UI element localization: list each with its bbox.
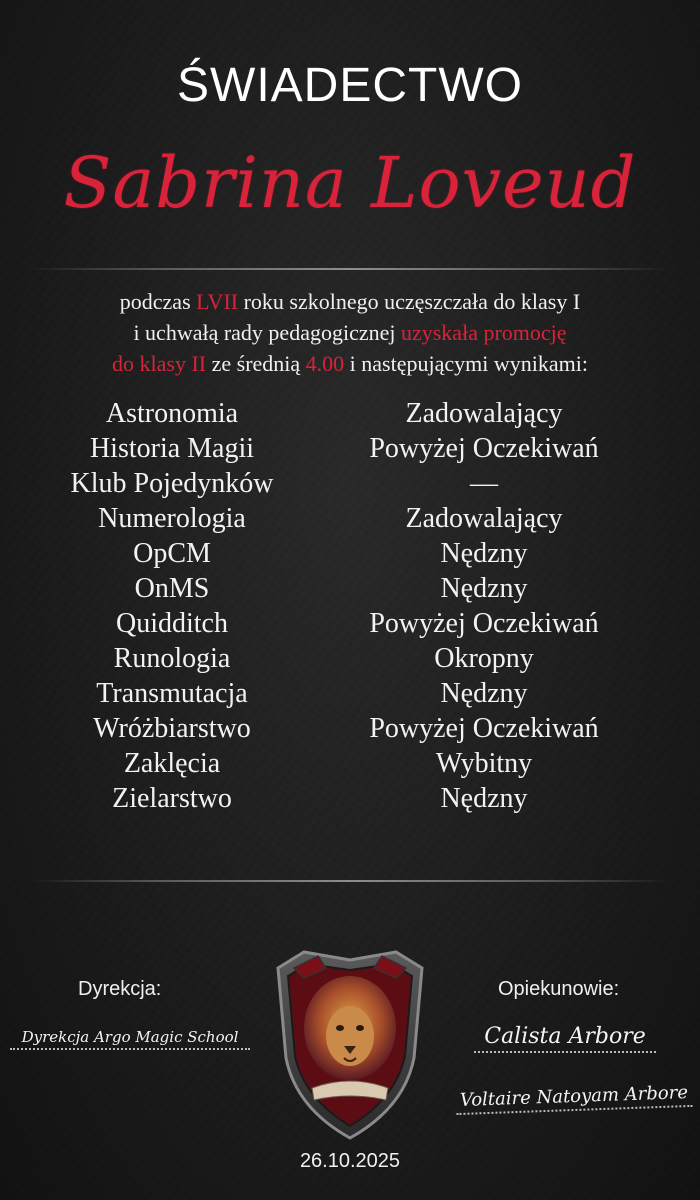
- grade-average: 4.00: [305, 351, 345, 376]
- guardians-label: Opiekunowie:: [498, 978, 620, 1000]
- guardian-signature-2: Voltaire Natoyam Arbore: [456, 1082, 693, 1115]
- intro-text-part: i uchwałą rady pedagogicznej: [133, 320, 401, 345]
- subject-name: Runologia: [113, 643, 231, 674]
- intro-text-part: roku szkolnego uczęszczała do klasy I: [238, 289, 581, 314]
- intro-text-part: i następującymi wynikami:: [344, 351, 588, 376]
- subject-name: Astronomia: [105, 398, 239, 429]
- directorate-label: Dyrekcja:: [78, 978, 162, 1000]
- subject-name: Zaklęcia: [123, 748, 221, 779]
- grade-value: Zadowalający: [405, 503, 563, 534]
- subject-name: Numerologia: [98, 503, 246, 534]
- grade-value: Nędzny: [440, 538, 528, 569]
- grade-value: Okropny: [434, 643, 534, 674]
- intro-text: [20, 286, 680, 379]
- subject-name: Wróżbiarstwo: [93, 713, 251, 744]
- subject-name: Transmutacja: [96, 678, 248, 709]
- school-year: LVII: [196, 289, 239, 314]
- subject-name: OpCM: [133, 538, 211, 569]
- subject-name: OnMS: [134, 573, 210, 604]
- grade-value: Powyżej Oczekiwań: [369, 608, 599, 639]
- guardian-signature-1: Calista Arbore: [474, 1024, 656, 1053]
- subjects-column: [22, 396, 322, 816]
- next-class: do klasy II: [112, 351, 207, 376]
- subject-name: Historia Magii: [89, 433, 255, 464]
- directorate-signature: Dyrekcja Argo Magic School: [10, 1028, 250, 1050]
- intro-line-3: [20, 348, 680, 379]
- promotion-text: uzyskała promocję: [400, 320, 567, 345]
- subject-name: Zielarstwo: [112, 783, 232, 814]
- grade-value: Powyżej Oczekiwań: [369, 713, 599, 744]
- intro-line-2: [20, 317, 680, 348]
- lion-crest-icon: [264, 938, 436, 1146]
- bottom-divider: [30, 880, 670, 882]
- certificate-title: ŚWIADECTWO: [177, 59, 523, 112]
- grade-value: Nędzny: [440, 783, 528, 814]
- subject-name: Klub Pojedynków: [70, 468, 274, 499]
- grade-value: Wybitny: [435, 748, 533, 779]
- student-name: Sabrina Loveud: [63, 142, 637, 224]
- issue-date: 26.10.2025: [299, 1150, 401, 1172]
- grade-value: Nędzny: [440, 573, 528, 604]
- grade-value: —: [470, 468, 498, 499]
- grade-value: Nędzny: [440, 678, 528, 709]
- grades-column: [334, 396, 634, 816]
- intro-text-part: podczas: [119, 289, 197, 314]
- top-divider: [30, 268, 670, 270]
- grade-value: Powyżej Oczekiwań: [369, 433, 599, 464]
- grade-value: Zadowalający: [405, 398, 563, 429]
- subject-name: Quidditch: [116, 608, 228, 639]
- intro-line-1: [20, 286, 680, 317]
- intro-text-part: ze średnią: [206, 351, 306, 376]
